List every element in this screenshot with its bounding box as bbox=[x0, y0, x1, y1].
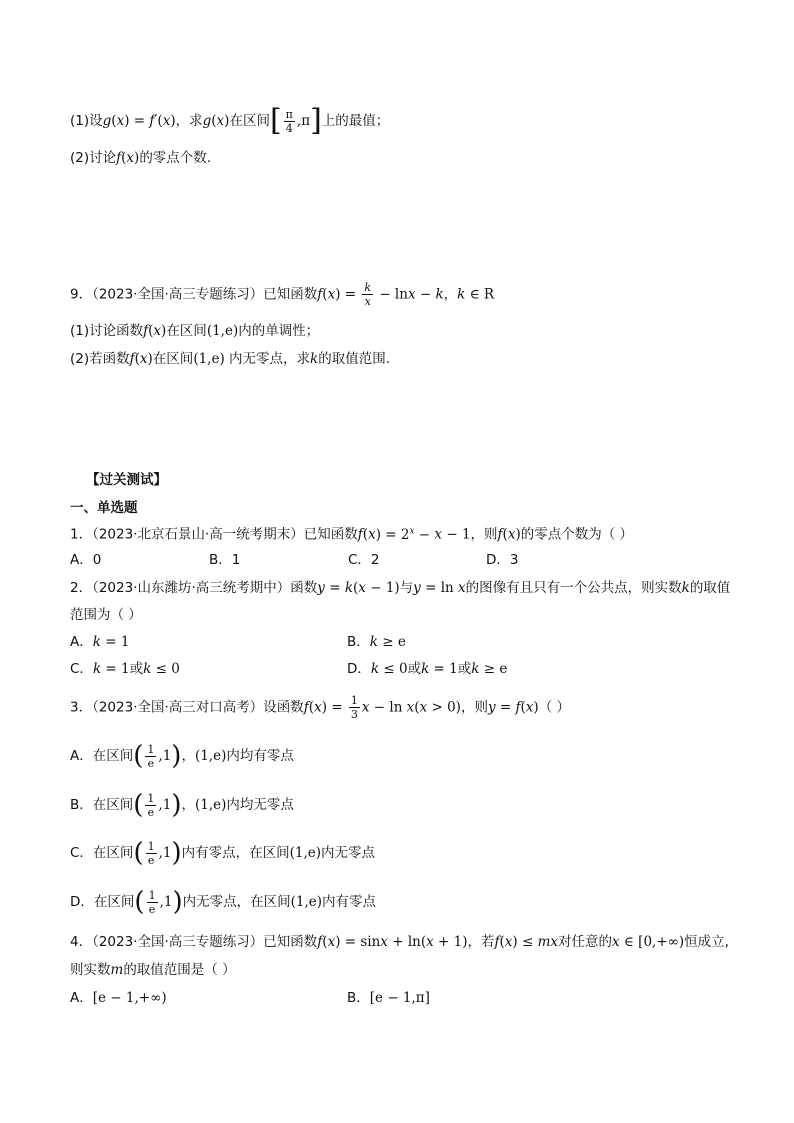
mc3-option-c[interactable]: C．在区间( $\frac{1}{e}$ ,1)内有零点，在区间(1,e)内无零点 bbox=[70, 838, 376, 868]
mc4-stem-cont: 则实数m的取值范围是（ ） bbox=[70, 962, 236, 978]
mc3-stem: 3．（2023·全国·高三对口高考）设函数f(x) = $\frac{1}{3}$ x − ln x(x > 0)，则y = f(x)（ ） bbox=[70, 694, 570, 721]
mc2-option-d[interactable]: D．k ≤ 0或k = 1或k ≥ e bbox=[347, 661, 508, 677]
mc2-stem: 2．（2023·山东潍坊·高三统考期中）函数y = k(x − 1)与y = ln x的图像有且只有一个公共点，则实数k的取值 bbox=[70, 580, 731, 596]
mc3-option-a[interactable]: A．在区间( $\frac{1}{e}$ ,1)，(1,e)内均有零点 bbox=[70, 741, 294, 771]
mc1-option-d[interactable]: D．3 bbox=[486, 552, 519, 568]
mc1-option-a[interactable]: A．0 bbox=[70, 552, 102, 568]
q9-part2: (2)若函数f(x)在区间(1,e) 内无零点，求k的取值范围. bbox=[70, 351, 390, 367]
q8-part1: (1)设g(x) = f′(x)，求g(x)在区间[ $\frac{\pi}{4}$ ,π]上的最值； bbox=[70, 103, 390, 138]
mc1-option-c[interactable]: C．2 bbox=[348, 552, 380, 568]
mc1-option-b[interactable]: B．1 bbox=[209, 552, 241, 568]
fraction-k-over-x: $\frac{k}{x}$ bbox=[364, 281, 372, 308]
mc4-stem: 4．（2023·全国·高三专题练习）已知函数f(x) = sinx + ln(x + 1)，若f(x) ≤ mx对任意的x ∈ [0,+∞)恒成立, bbox=[70, 934, 729, 950]
mc2-option-a[interactable]: A．k = 1 bbox=[70, 634, 130, 650]
q9-part1: (1)讨论函数f(x)在区间(1,e)内的单调性； bbox=[70, 323, 320, 339]
mc2-option-c[interactable]: C．k = 1或k ≤ 0 bbox=[70, 661, 180, 677]
mc3-option-b[interactable]: B．在区间( $\frac{1}{e}$ ,1)，(1,e)内均无零点 bbox=[70, 790, 294, 820]
section-subtitle: 一、单选题 bbox=[70, 500, 138, 516]
mc1-stem: 1．（2023·北京石景山·高一统考期末）已知函数$f(x) = 2^x - x - 1$，则f(x)的零点个数为（ ） bbox=[70, 526, 634, 543]
q8-part2: (2)讨论f(x)的零点个数. bbox=[70, 150, 212, 166]
q9-stem: 9．（2023·全国·高三专题练习）已知函数f(x) = $\frac{k}{x}$ − lnx − k，k ∈ R bbox=[70, 281, 495, 308]
section-title: 【过关测试】 bbox=[86, 472, 167, 488]
mc2-stem-cont: 范围为（ ） bbox=[70, 607, 142, 623]
mc4-option-a[interactable]: A．[e − 1,+∞) bbox=[70, 990, 167, 1006]
mc4-option-b[interactable]: B．[e − 1,π] bbox=[347, 990, 430, 1006]
fraction-1-over-3: $\frac{1}{3}$ bbox=[350, 694, 358, 721]
mc2-option-b[interactable]: B．k ≥ e bbox=[347, 634, 406, 650]
mc3-option-d[interactable]: D．在区间( $\frac{1}{e}$ ,1)内无零点，在区间(1,e)内有零点 bbox=[70, 887, 377, 917]
fraction-pi-over-4: $\frac{\pi}{4}$ bbox=[285, 107, 293, 135]
